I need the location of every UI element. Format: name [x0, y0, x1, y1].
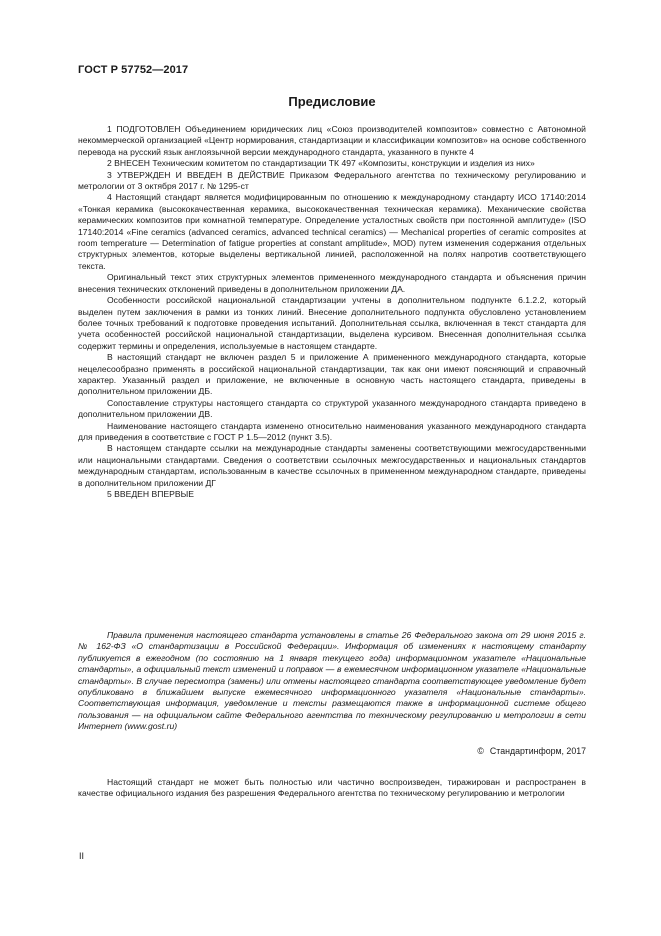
paragraph-references: В настоящем стандарте ссылки на международные стандарты заменены соответствующими межгосударственными или национальными стандартами. Сведения о соответствии ссылочных межгосударственных и национальных стандартов международным стандартам, использованным в качестве ссылочных в примененном международном стандарте, приведены в дополнительном приложении ДГ — [78, 443, 586, 488]
page-title: Предисловие — [288, 94, 376, 109]
foreword-body — [78, 124, 586, 500]
copyright-text: Стандартинформ, 2017 — [489, 746, 586, 756]
copyright-icon: © — [477, 746, 484, 756]
paragraph-naming: Наименование настоящего стандарта изменено относительно наименования указанного международного стандарта для приведения в соответствие с ГОСТ Р 1.5—2012 (пункт 3.5). — [78, 420, 586, 442]
paragraph-prepared: 1 ПОДГОТОВЛЕН Объединением юридических лиц «Союз производителей композитов» совместно с Автономной некоммерческой организацией «Центр нормирования, стандартизации и классификации композитов» на основе собственного перевода на русский язык англоязычной версии международного стандарта, указанного в пункте 4 — [78, 124, 586, 157]
page-number: II — [79, 851, 85, 861]
paragraph-approved: 3 УТВЕРЖДЕН И ВВЕДЕН В ДЕЙСТВИЕ Приказом Федерального агентства по техническому регулированию и метрологии от 3 октября 2017 г. № 1295-ст — [78, 169, 586, 192]
document-code: ГОСТ Р 57752—2017 — [78, 64, 189, 76]
copyright-line — [477, 746, 586, 756]
reproduction-notice — [78, 777, 586, 800]
paragraph-comparison: Сопоставление структуры настоящего стандарта со структурой указанного международного стандарта приведено в дополнительном приложении ДВ. — [78, 397, 586, 420]
notice-text: Правила применения настоящего стандарта установлены в статье 26 Федерального закона от 29 июня 2015 г. № 162-ФЗ «О стандартизации в Российской Федерации». Информация об изменениях к настоящему стандарту публикуется в ежегодном (по состоянию на 1 января текущего года) информационном указателе «Национальные стандарты», а официальный текст изменений и поправок — в ежемесячном информационном указателе «Национальные стандарты». В случае пересмотра (замены) или отмены настоящего стандарта соответствующее уведомление будет опубликовано в ближайшем выпуске ежемесячного информационного указателя «Национальные стандарты». Соответствующая информация, уведомление и тексты размещаются также в информационной системе общего пользования — на официальном сайте Федерального агентства по техническому регулированию и метрологии в сети Интернет (www.gost.ru) — [78, 630, 586, 732]
paragraph-modified: 4 Настоящий стандарт является модифицированным по отношению к международному стандарту ИСО 17140:2014 «Тонкая керамика (высококачественная керамика, высококачественная техническая керамика). Механические свойства керамических композитов при комнатной температуре. Определение усталостных свойств при постоянной амплитуде» (ISO 17140:2014 «Fine ceramics (advanced ceramics, advanced technical ceramics) — Mechanical properties of ceramic composites at room temperature — Determination of fatigue properties at constant amplitude», MOD) путем изменения содержания отдельных структурных элементов, которые выделены вертикальной линией, расположенной на полях напротив соответствующего текста. — [78, 192, 586, 271]
paragraph-first-introduced: 5 ВВЕДЕН ВПЕРВЫЕ — [107, 489, 194, 499]
paragraph-original-text: Оригинальный текст этих структурных элементов примененного международного стандарта и объяснения причин внесения технических отклонений приведены в дополнительном приложении ДА. — [78, 272, 586, 294]
application-rules-notice — [78, 630, 586, 733]
paragraph-submitted: 2 ВНЕСЕН Техническим комитетом по стандартизации ТК 497 «Композиты, конструкции и изделия из них» — [107, 158, 535, 169]
paragraph-features: Особенности российской национальной стандартизации учтены в дополнительном подпункте 6.1.2.2, который выделен путем заключения в рамки из тонких линий. Внесение дополнительного подпункта обусловлено установлением более точных требований к подготовке проведения испытаний. Дополнительная ссылка, включенная в текст стандарта для учета особенностей российской национальной стандартизации, выделена курсивом. Внесенная дополнительная ссылка содержит термины и определения, используемые в настоящем стандарте. — [78, 295, 586, 351]
paragraph-excluded: В настоящий стандарт не включен раздел 5 и приложение А примененного международного стандарта, которые нецелесообразно применять в российской национальной стандартизации, так как они имеют поясняющий и справочный характер. Указанный раздел и приложение, не включенные в основную часть настоящего стандарта, приведены в дополнительном приложении ДБ. — [78, 352, 586, 397]
reproduction-text: Настоящий стандарт не может быть полностью или частично воспроизведен, тиражирован и распространен в качестве официального издания без разрешения Федерального агентства по техническому регулированию и метрологии — [78, 777, 586, 799]
